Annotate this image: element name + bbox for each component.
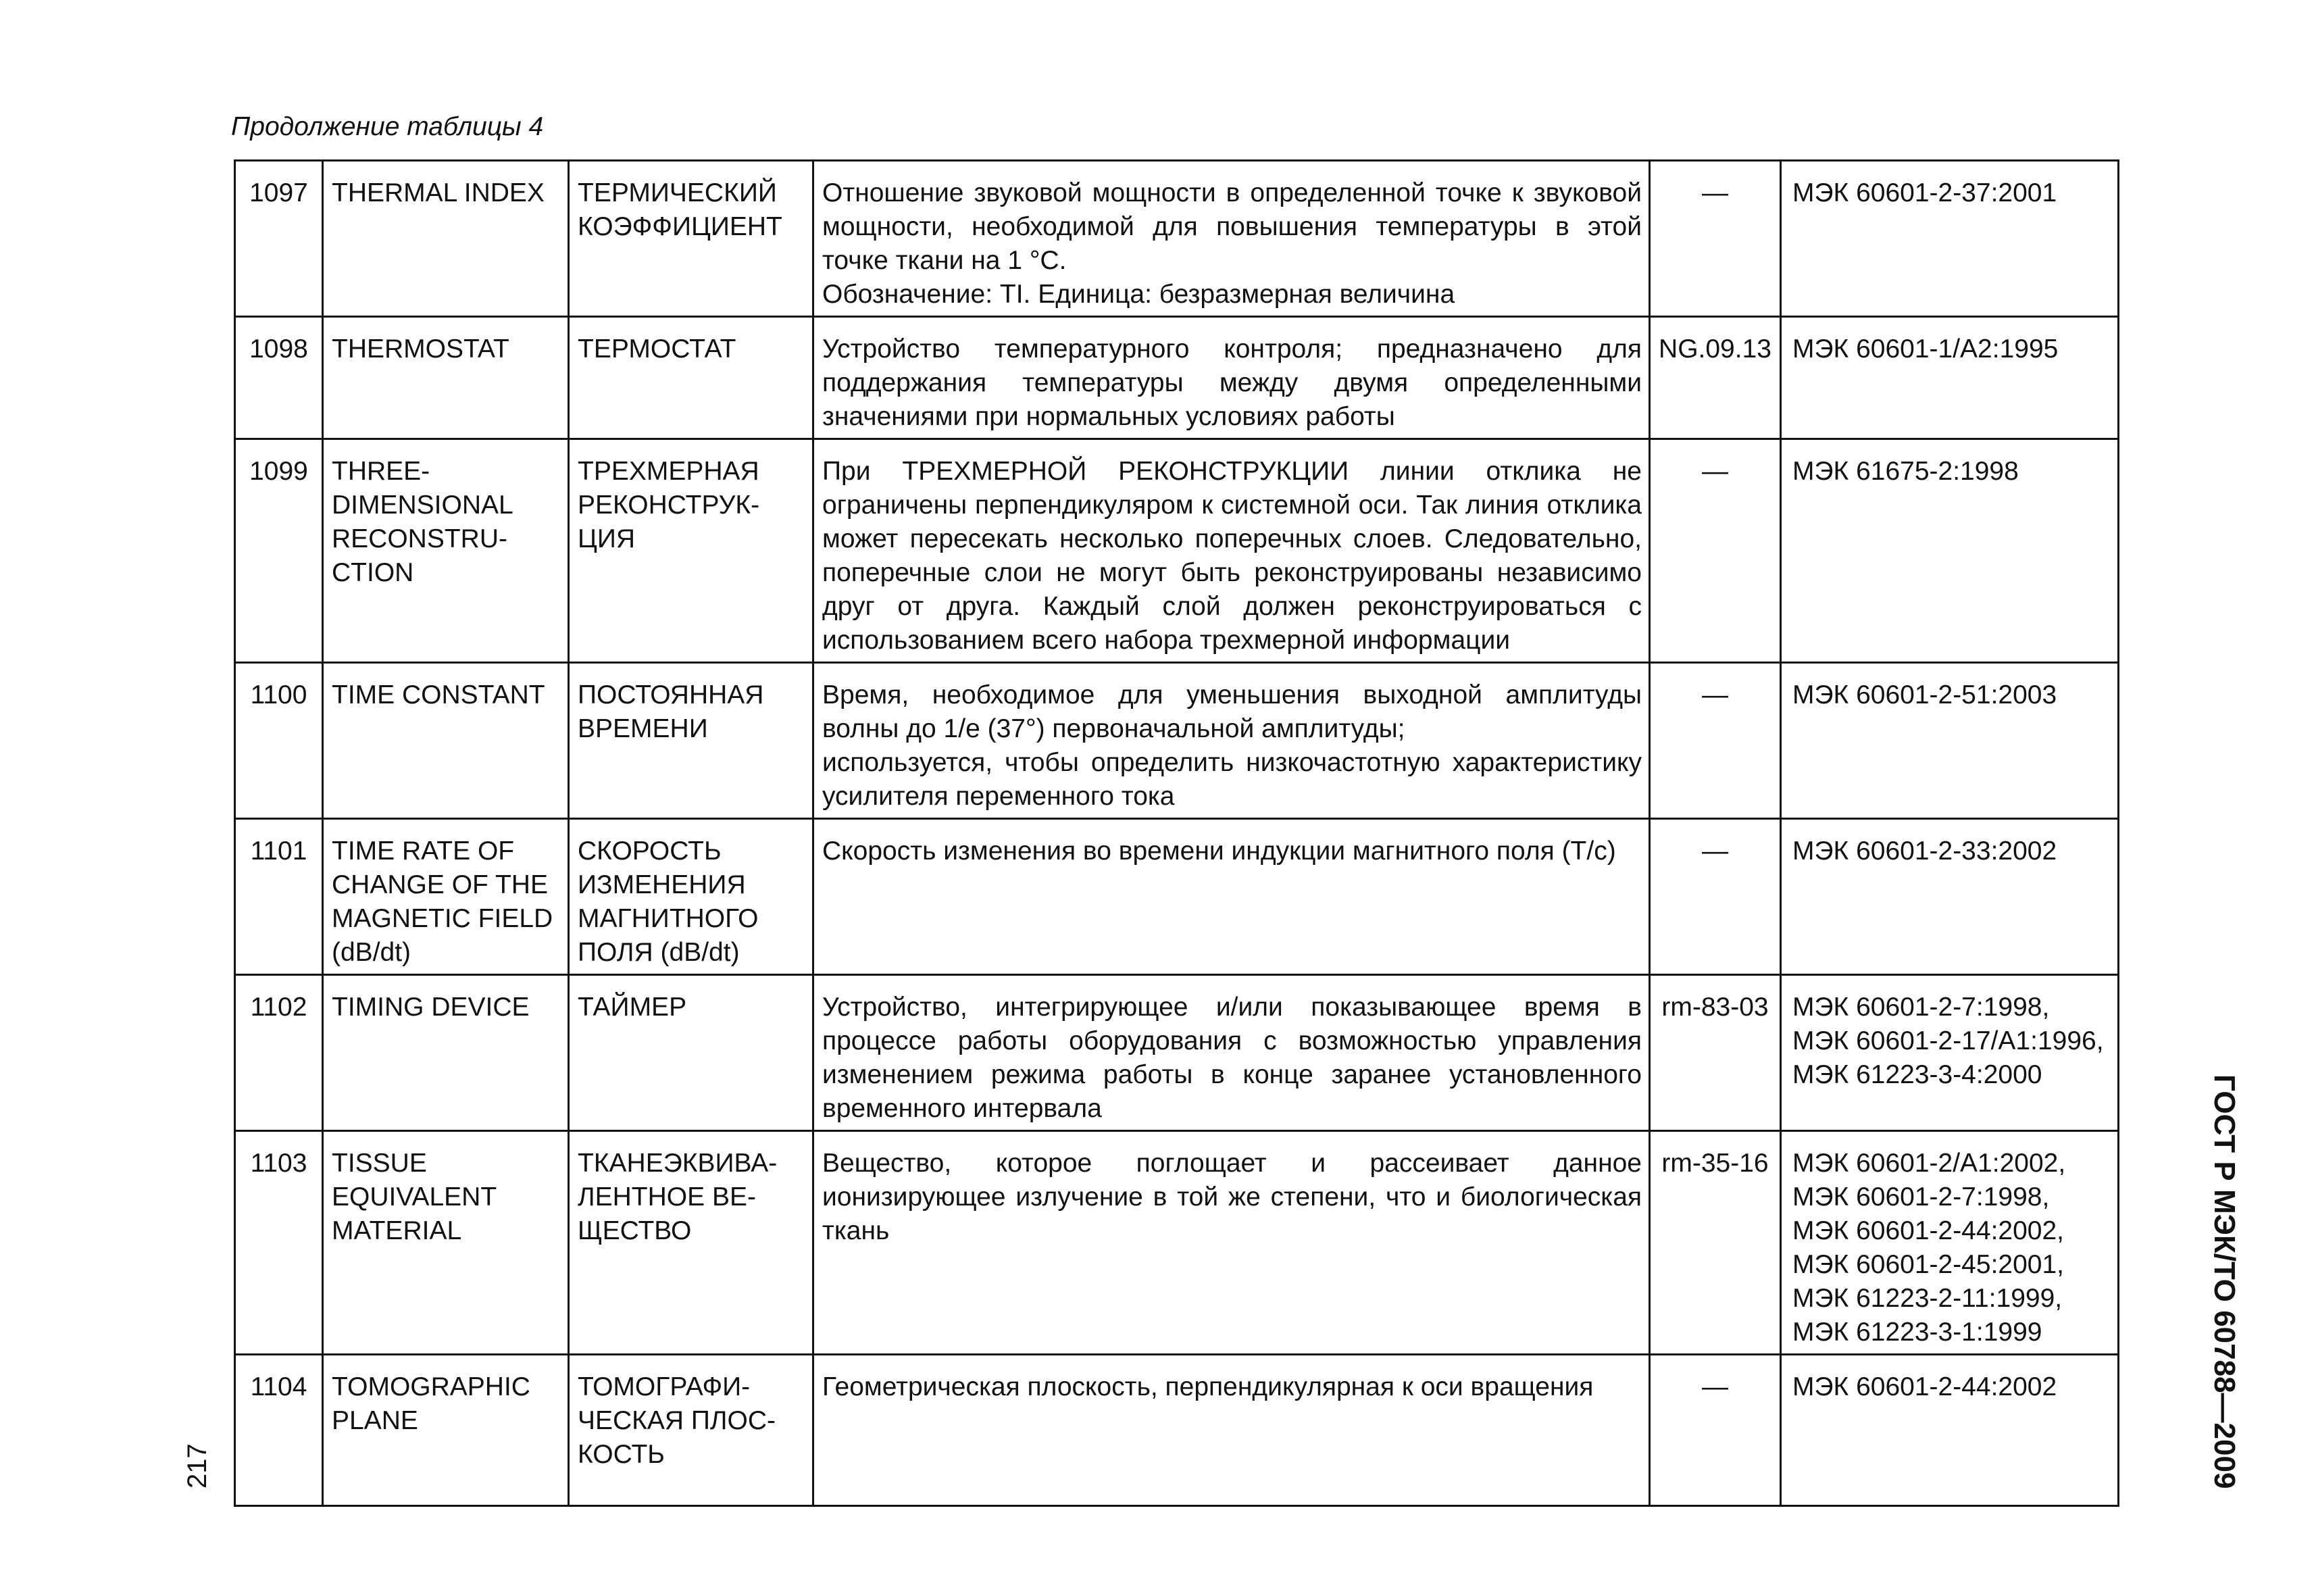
term-number: 1100 [235,663,323,819]
table-row [235,819,2119,975]
term-number: 1097 [235,161,323,317]
term-code: — [1650,439,1781,663]
term-standard: МЭК 60601-2-51:2003 [1781,663,2119,819]
term-number: 1102 [235,975,323,1131]
term-number: 1104 [235,1355,323,1506]
term-russian: ТАЙМЕР [569,975,813,1131]
term-english: TIME CONSTANT [323,663,569,819]
page-number: 217 [182,1443,212,1489]
term-number: 1103 [235,1131,323,1355]
term-standard: МЭК 61675-2:1998 [1781,439,2119,663]
term-code: NG.09.13 [1650,317,1781,439]
table-row [235,1355,2119,1506]
table-row [235,439,2119,663]
term-english: THERMOSTAT [323,317,569,439]
term-code: rm-83-03 [1650,975,1781,1131]
term-definition: Геометрическая плоскость, перпендикулярная к оси вращения [813,1355,1650,1506]
term-russian: ПОСТОЯННАЯ ВРЕМЕНИ [569,663,813,819]
term-definition: Устройство температурного контроля; предназначено для поддержания температуры между двумя определенными значениями при нормальных условиях работы [813,317,1650,439]
term-russian: СКОРОСТЬ ИЗМЕНЕНИЯ МАГНИТНОГО ПОЛЯ (dB/dt) [569,819,813,975]
term-english: TIMING DEVICE [323,975,569,1131]
term-definition: Скорость изменения во времени индукции магнитного поля (T/c) [813,819,1650,975]
table-row [235,1131,2119,1355]
term-english: TOMOGRAPHIC PLANE [323,1355,569,1506]
term-code: — [1650,663,1781,819]
table-row [235,161,2119,317]
term-standard: МЭК 60601-2-33:2002 [1781,819,2119,975]
term-english: TIME RATE OF CHANGE OF THE MAGNETIC FIELD (dB/dt) [323,819,569,975]
term-russian: ТОМОГРАФИ- ЧЕСКАЯ ПЛОС- КОСТЬ [569,1355,813,1506]
term-russian: ТЕРМОСТАТ [569,317,813,439]
term-standard: МЭК 60601-2-7:1998, МЭК 60601-2-17/А1:1996, МЭК 61223-3-4:2000 [1781,975,2119,1131]
term-definition: При ТРЕХМЕРНОЙ РЕКОНСТРУКЦИИ линии отклика не ограничены перпендикуляром к системной оси. Так линия отклика может пересекать несколько поперечных слоев. Следовательно, поперечные слои не могут быть реконструированы независимо друг от друга. Каждый слой должен реконструироваться с использованием всего набора трехмерной информации [813,439,1650,663]
term-english: TISSUE EQUIVALENT MATERIAL [323,1131,569,1355]
term-russian: ТРЕХМЕРНАЯ РЕКОНСТРУК- ЦИЯ [569,439,813,663]
term-code: — [1650,1355,1781,1506]
table-row [235,663,2119,819]
term-definition: Вещество, которое поглощает и рассеивает данное ионизирующее излучение в той же степени, что и биологическая ткань [813,1131,1650,1355]
term-russian: ТЕРМИЧЕСКИЙ КОЭФФИЦИЕНТ [569,161,813,317]
term-standard: МЭК 60601-1/А2:1995 [1781,317,2119,439]
term-definition: Устройство, интегрирующее и/или показывающее время в процессе работы оборудования с возможностью управления изменением режима работы в конце заранее установленного временного интервала [813,975,1650,1131]
term-number: 1101 [235,819,323,975]
term-number: 1098 [235,317,323,439]
term-english: THERMAL INDEX [323,161,569,317]
term-code: — [1650,819,1781,975]
term-standard: МЭК 60601-2-37:2001 [1781,161,2119,317]
term-code: — [1650,161,1781,317]
term-definition: Время, необходимое для уменьшения выходной амплитуды волны до 1/e (37°) первоначальной амплитуды; используется, чтобы определить низкочастотную характеристику усилителя переменного тока [813,663,1650,819]
term-russian: ТКАНЕЭКВИВА- ЛЕНТНОЕ ВЕ- ЩЕСТВО [569,1131,813,1355]
term-english: THREE- DIMENSIONAL RECONSTRU- CTION [323,439,569,663]
term-number: 1099 [235,439,323,663]
table-row [235,317,2119,439]
document-designation: ГОСТ Р МЭК/ТО 60788—2009 [2208,1074,2241,1489]
table-row [235,975,2119,1131]
term-standard: МЭК 60601-2/А1:2002, МЭК 60601-2-7:1998, МЭК 60601-2-44:2002, МЭК 60601-2-45:2001, МЭК 61223-2-11:1999, МЭК 61223-3-1:1999 [1781,1131,2119,1355]
term-standard: МЭК 60601-2-44:2002 [1781,1355,2119,1506]
terms-table [234,159,2119,1507]
table-caption: Продолжение таблицы 4 [231,112,544,141]
term-definition: Отношение звуковой мощности в определенной точке к звуковой мощности, необходимой для повышения температуры в этой точке ткани на 1 °C. Обозначение: TI. Единица: безразмерная величина [813,161,1650,317]
term-code: rm-35-16 [1650,1131,1781,1355]
